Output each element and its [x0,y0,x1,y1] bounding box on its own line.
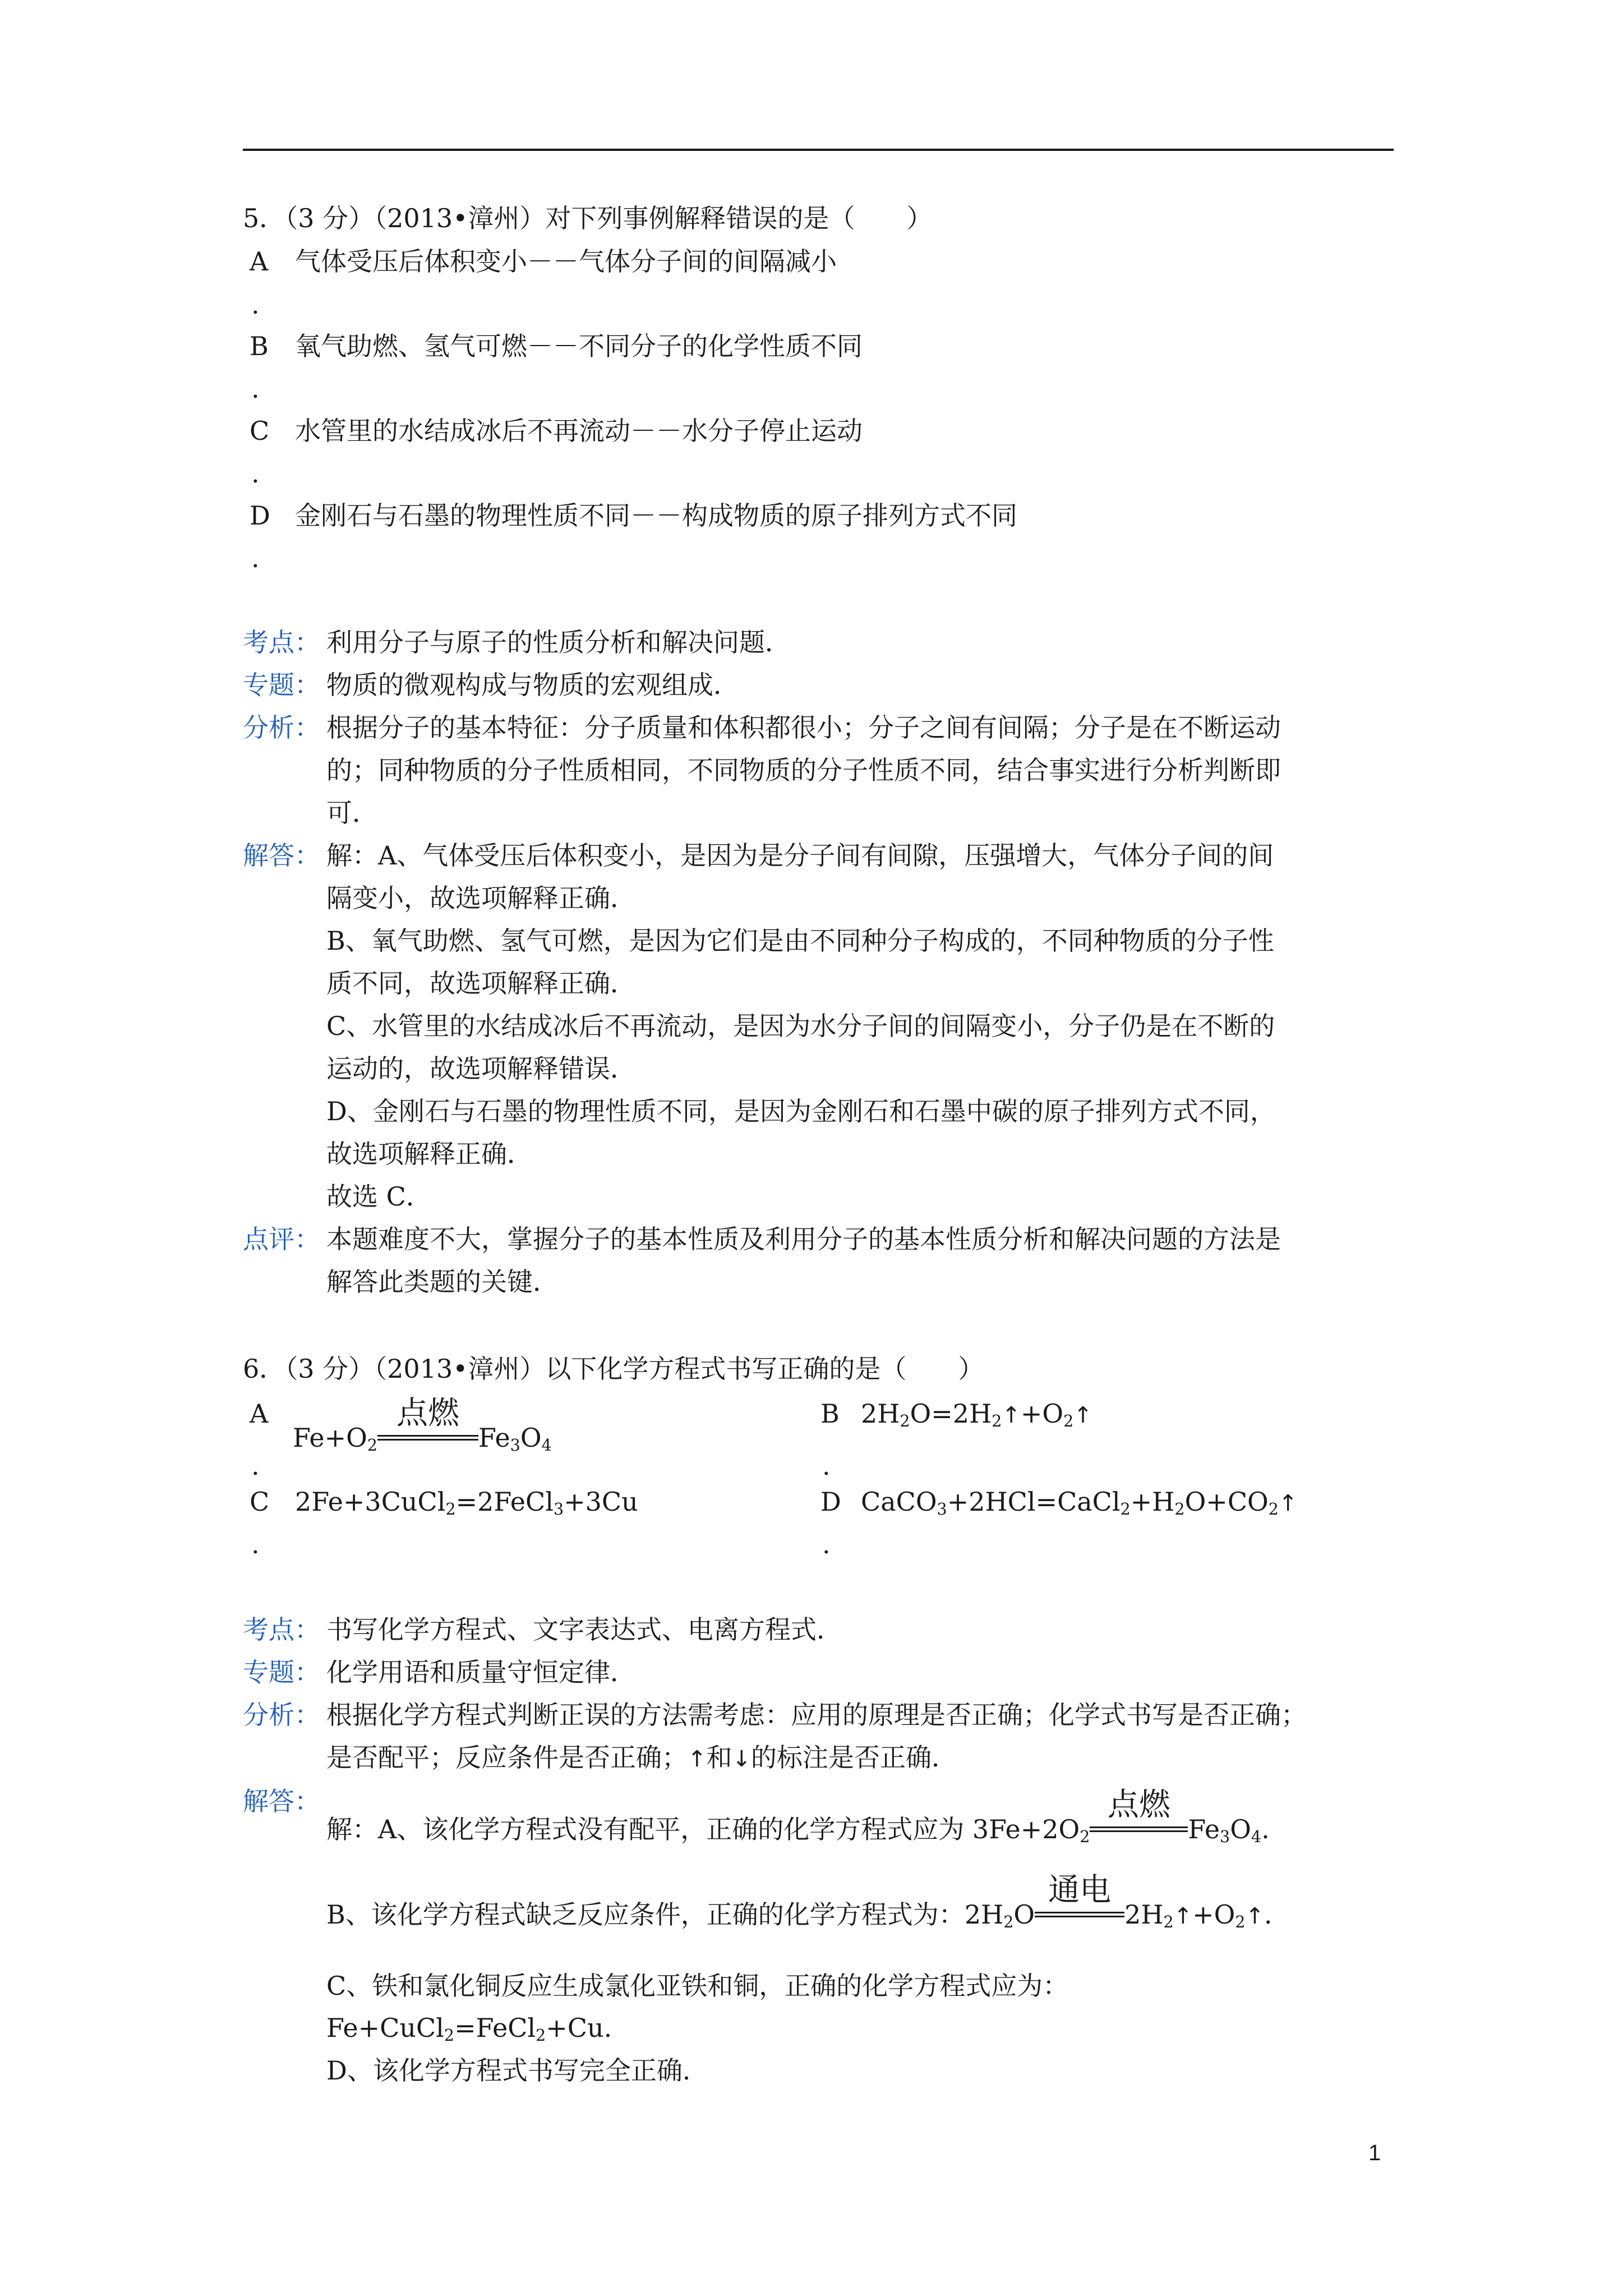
header-rule [243,149,1394,151]
q6-option-c-equation: 2Fe+3CuCl$_2$=2FeCl$_3$+3Cu [295,1487,638,1519]
q6-zhuanti-label: 专题： [243,1657,320,1687]
q6-option-d-dot: . [822,1529,831,1559]
q6-zhuanti: 化学用语和质量守恒定律． [326,1657,636,1687]
q6-option-a-dot: . [251,1451,260,1481]
q6-option-b-letter: B [820,1398,840,1429]
q6-option-c-dot: . [251,1529,260,1559]
q5-option-a-letter: A [250,246,269,277]
q5-option-d-dot: . [251,543,260,573]
up-arrow-icon: ↑ [688,1746,707,1772]
q6-option-d-equation: $CaCO_3+2HCl=CaCl_2+H_2O+CO_2↑$ [861,1487,1298,1519]
q5-dianping-label: 点评： [243,1224,320,1254]
q6-jieda-label: 解答： [243,1786,320,1816]
q6-jieda-b: B、该化学方程式缺乏反应条件，正确的化学方程式为：$2H_2O$ 通电 $2H_2↑+O_2↑$． [326,1872,1290,1932]
q5-option-b-dot: . [251,374,260,404]
q5-jieda-label: 解答： [243,840,320,871]
condition-electric [1035,1872,1124,1927]
q6-option-b-equation: $2H_2O=2H_2↑+O_2↑$ [861,1398,1092,1431]
q5-jieda-line: D、金刚石与石墨的物理性质不同，是因为金刚石和石墨中碳的原子排列方式不同， [326,1096,1276,1126]
q6-jieda-c-line-1: C、铁和氯化铜反应生成氯化亚铁和铜，正确的化学方程式应为： [326,1971,1069,2001]
q5-fenxi-line: 根据分子的基本特征：分子质量和体积都很小；分子之间有间隔；分子是在不断运动 [326,712,1281,743]
q6-option-d-letter: D [820,1487,841,1517]
jieda-text: 解：A、该化学方程式没有配平，正确的化学方程式应为 [326,1814,972,1844]
q5-option-d-letter: D [250,500,270,531]
q5-fenxi-label: 分析： [243,712,320,743]
condition-label: 通电 [1048,1872,1112,1908]
q5-zhuanti: 物质的微观构成与物质的宏观组成． [326,670,739,700]
q5-dianping-line: 解答此类题的关键． [326,1267,559,1297]
q5-jieda-line: 解：A、气体受压后体积变小，是因为是分子间有间隙，压强增大，气体分子间的间 [326,840,1274,871]
q5-kaodian: 利用分子与原子的性质分析和解决问题． [326,627,791,657]
q6-jieda-d: D、该化学方程式书写完全正确． [326,2055,708,2086]
q6-stem: 6．（3 分）（2013•漳州）以下化学方程式书写正确的是（ ） [243,1354,984,1384]
q6-fenxi-label: 分析： [243,1700,320,1730]
q6-option-a-equation: $Fe+O_2$ 点燃 $Fe_3O_4$ [293,1395,552,1455]
q5-jieda-line: 隔变小，故选项解释正确． [326,883,636,913]
q5-option-c-dot: . [251,458,260,489]
q5-option-b-text: 氧气助燃、氢气可燃－－不同分子的化学性质不同 [295,331,863,361]
q6-option-b-dot: . [822,1451,831,1481]
q6-option-a-letter: A [250,1398,269,1429]
q6-fenxi-line-1: 根据化学方程式判断正误的方法需考虑：应用的原理是否正确；化学式书写是否正确； [326,1700,1307,1730]
q6-kaodian-label: 考点： [243,1614,320,1645]
q5-jieda-line: 质不同，故选项解释正确． [326,968,636,999]
q5-jieda-line: C、水管里的水结成冰后不再流动，是因为水分子间的间隔变小，分子仍是在不断的 [326,1011,1275,1041]
q5-kaodian-label: 考点： [243,627,320,657]
down-arrow-icon: ↓ [732,1746,751,1772]
q6-jieda-a: 解：A、该化学方程式没有配平，正确的化学方程式应为 $3Fe+2O_2$ 点燃 $Fe_3O_4$. [326,1787,1270,1847]
condition-ignite [1090,1787,1188,1842]
fenxi-text: 是否配平；反应条件是否正确； [326,1742,688,1773]
q5-option-b-letter: B [250,331,269,361]
q6-option-c-letter: C [250,1487,270,1517]
q5-option-c-text: 水管里的水结成冰后不再流动－－水分子停止运动 [295,416,863,446]
q5-option-c-letter: C [250,416,270,446]
q5-jieda-line: 故选 C． [326,1181,432,1212]
q5-jieda-line: 运动的，故选项解释错误． [326,1053,636,1084]
page-number: 1 [1368,2141,1381,2165]
q5-stem: 5．（3 分）（2013•漳州）对下列事例解释错误的是（ ） [243,203,933,233]
fenxi-text: 和 [706,1742,732,1773]
q6-fenxi-line-2 [326,1742,958,1773]
fenxi-text: 的标注是否正确． [751,1742,958,1773]
condition-ignite [377,1395,478,1451]
jieda-text: B、该化学方程式缺乏反应条件，正确的化学方程式为： [326,1899,965,1930]
q5-option-a-text: 气体受压后体积变小－－气体分子间的间隔减小 [295,246,837,277]
q5-option-a-dot: . [251,289,260,320]
q5-zhuanti-label: 专题： [243,670,320,700]
q5-fenxi-line: 的；同种物质的分子性质相同，不同物质的分子性质不同，结合事实进行分析判断即 [326,755,1281,785]
q5-option-d-text: 金刚石与石墨的物理性质不同－－构成物质的原子排列方式不同 [295,500,1017,531]
condition-label: 点燃 [1107,1787,1170,1823]
q5-fenxi-line: 可． [326,798,378,828]
q5-jieda-line: B、氧气助燃、氢气可燃，是因为它们是由不同种分子构成的，不同种物质的分子性 [326,926,1274,956]
q6-kaodian: 书写化学方程式、文字表达式、电离方程式． [326,1614,842,1645]
q5-jieda-line: 故选项解释正确． [326,1139,533,1169]
condition-label: 点燃 [396,1395,460,1432]
q6-jieda-c-equation: Fe+CuCl$_2$=FeCl$_2$+Cu. [326,2013,612,2045]
q5-dianping-line: 本题难度不大，掌握分子的基本性质及利用分子的基本性质分析和解决问题的方法是 [326,1224,1281,1254]
